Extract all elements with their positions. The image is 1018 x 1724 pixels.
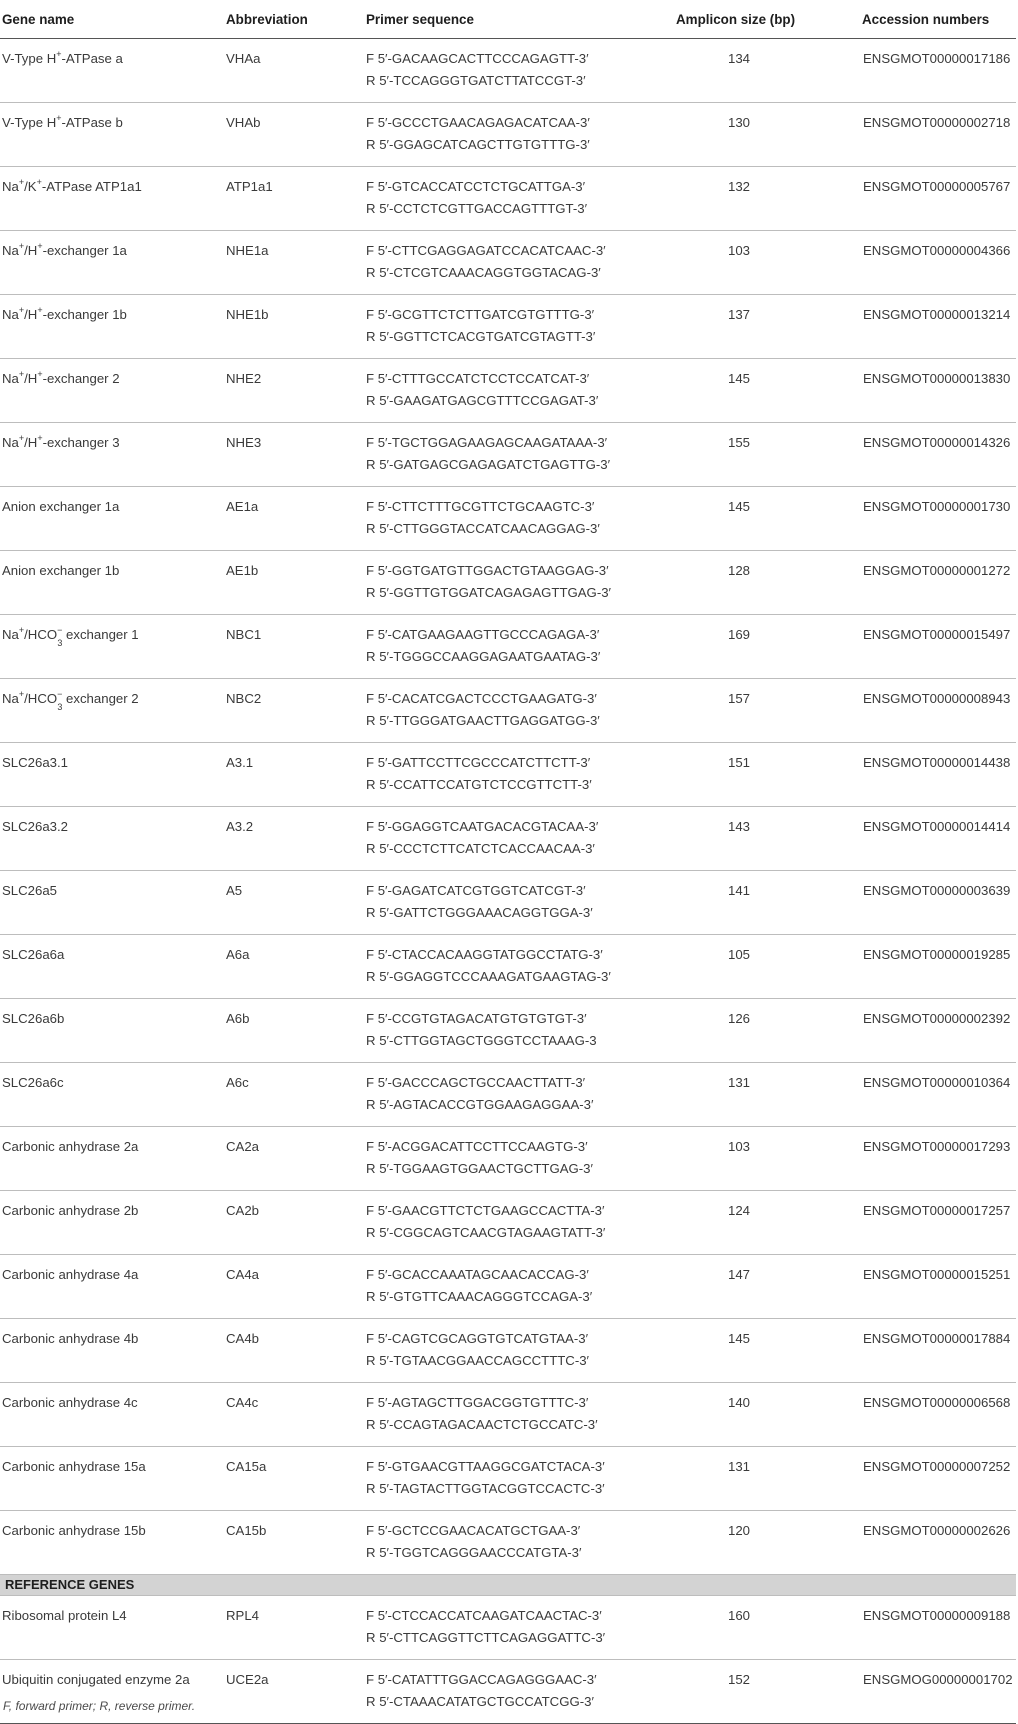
reverse-primer: R 5′-CTTGGGTACCATCAACAGGAG-3′ xyxy=(366,521,600,536)
forward-primer: F 5′-CCGTGTAGACATGTGTGTGT-3′ xyxy=(366,1011,587,1026)
table-footnote: F, forward primer; R, reverse primer. xyxy=(3,1699,196,1713)
amplicon-size-cell: 140 xyxy=(676,1383,858,1447)
primer-sequence-cell xyxy=(362,103,676,167)
abbreviation-cell: CA2a xyxy=(222,1127,362,1191)
abbreviation-cell: A3.1 xyxy=(222,743,362,807)
amplicon-size-cell: 132 xyxy=(676,167,858,231)
abbreviation-cell: VHAa xyxy=(222,39,362,103)
table-row xyxy=(0,807,1016,871)
primer-sequence-cell xyxy=(362,39,676,103)
table-row xyxy=(0,103,1016,167)
accession-number-cell: ENSGMOT00000017884 xyxy=(858,1319,1016,1383)
abbreviation-cell: CA15a xyxy=(222,1447,362,1511)
header-row xyxy=(0,0,1016,39)
abbreviation-cell: NHE3 xyxy=(222,423,362,487)
primer-sequence-cell xyxy=(362,1447,676,1511)
amplicon-size-cell: 155 xyxy=(676,423,858,487)
forward-primer: F 5′-CAGTCGCAGGTGTCATGTAA-3′ xyxy=(366,1331,589,1346)
forward-primer: F 5′-GGAGGTCAATGACACGTACAA-3′ xyxy=(366,819,599,834)
forward-primer: F 5′-GGTGATGTTGGACTGTAAGGAG-3′ xyxy=(366,563,609,578)
reverse-primer: R 5′-CCATTCCATGTCTCCGTTCTT-3′ xyxy=(366,777,592,792)
accession-number-cell: ENSGMOT00000009188 xyxy=(858,1596,1016,1660)
table-row xyxy=(0,1660,1016,1724)
amplicon-size-cell: 120 xyxy=(676,1511,858,1575)
primer-sequence-cell xyxy=(362,1596,676,1660)
gene-name-cell: Na+/K+-ATPase ATP1a1 xyxy=(0,167,222,231)
accession-number-cell: ENSGMOT00000002626 xyxy=(858,1511,1016,1575)
reverse-primer: R 5′-AGTACACCGTGGAAGAGGAA-3′ xyxy=(366,1097,594,1112)
primer-sequence-cell xyxy=(362,1660,676,1724)
gene-name-cell: $Na^+/HCO^-_3$ exchanger 1 xyxy=(0,615,222,679)
amplicon-size-cell: 103 xyxy=(676,231,858,295)
gene-name-cell: SLC26a3.1 xyxy=(0,743,222,807)
gene-name-cell: Ribosomal protein L4 xyxy=(0,1596,222,1660)
forward-primer: F 5′-CATGAAGAAGTTGCCCAGAGA-3′ xyxy=(366,627,600,642)
reverse-primer: R 5′-GTGTTCAAACAGGGTCCAGA-3′ xyxy=(366,1289,593,1304)
gene-name-cell: Carbonic anhydrase 4c xyxy=(0,1383,222,1447)
forward-primer: F 5′-CTCCACCATCAAGATCAACTAC-3′ xyxy=(366,1608,602,1623)
accession-number-cell: ENSGMOT00000014414 xyxy=(858,807,1016,871)
abbreviation-cell: CA15b xyxy=(222,1511,362,1575)
primer-sequence-cell xyxy=(362,679,676,743)
forward-primer: F 5′-CTTTGCCATCTCCTCCATCAT-3′ xyxy=(366,371,590,386)
table-row xyxy=(0,295,1016,359)
gene-name-cell: Anion exchanger 1a xyxy=(0,487,222,551)
primer-sequence-cell xyxy=(362,1383,676,1447)
gene-name-cell: Na+/H+-exchanger 1a xyxy=(0,231,222,295)
gene-name-cell: Na+/H+-exchanger 3 xyxy=(0,423,222,487)
accession-number-cell: ENSGMOG00000001702 xyxy=(858,1660,1016,1724)
gene-name-cell: Carbonic anhydrase 15b xyxy=(0,1511,222,1575)
amplicon-size-cell: 130 xyxy=(676,103,858,167)
accession-number-cell: ENSGMOT00000001272 xyxy=(858,551,1016,615)
gene-name-cell: SLC26a6a xyxy=(0,935,222,999)
primer-sequence-cell xyxy=(362,1191,676,1255)
table-header xyxy=(0,0,1016,39)
accession-number-cell: ENSGMOT00000001730 xyxy=(858,487,1016,551)
amplicon-size-cell: 157 xyxy=(676,679,858,743)
amplicon-size-cell: 141 xyxy=(676,871,858,935)
reverse-primer: R 5′-GGTTGTGGATCAGAGAGTTGAG-3′ xyxy=(366,585,612,600)
accession-number-cell: ENSGMOT00000005767 xyxy=(858,167,1016,231)
accession-number-cell: ENSGMOT00000007252 xyxy=(858,1447,1016,1511)
gene-name-cell: Na+/H+-exchanger 2 xyxy=(0,359,222,423)
abbreviation-cell: UCE2a xyxy=(222,1660,362,1724)
accession-number-cell: ENSGMOT00000003639 xyxy=(858,871,1016,935)
primer-sequence-cell xyxy=(362,167,676,231)
abbreviation-cell: A6c xyxy=(222,1063,362,1127)
gene-name-cell: V-Type H+-ATPase b xyxy=(0,103,222,167)
header-accession-numbers: Accession numbers xyxy=(858,0,1016,39)
accession-number-cell: ENSGMOT00000013830 xyxy=(858,359,1016,423)
gene-name-cell: Na+/H+-exchanger 1b xyxy=(0,295,222,359)
primer-sequence-cell xyxy=(362,743,676,807)
table-row xyxy=(0,1447,1016,1511)
primer-sequence-cell xyxy=(362,231,676,295)
gene-name-cell: SLC26a5 xyxy=(0,871,222,935)
reverse-primer: R 5′-GGAGCATCAGCTTGTGTTTG-3′ xyxy=(366,137,590,152)
table-row xyxy=(0,1063,1016,1127)
table-row xyxy=(0,871,1016,935)
table-row xyxy=(0,551,1016,615)
amplicon-size-cell: 147 xyxy=(676,1255,858,1319)
accession-number-cell: ENSGMOT00000015497 xyxy=(858,615,1016,679)
amplicon-size-cell: 128 xyxy=(676,551,858,615)
primer-sequence-cell xyxy=(362,871,676,935)
abbreviation-cell: A3.2 xyxy=(222,807,362,871)
table-row xyxy=(0,999,1016,1063)
gene-name-cell: Carbonic anhydrase 4a xyxy=(0,1255,222,1319)
abbreviation-cell: CA4c xyxy=(222,1383,362,1447)
amplicon-size-cell: 143 xyxy=(676,807,858,871)
forward-primer: F 5′-GACAAGCACTTCCCAGAGTT-3′ xyxy=(366,51,589,66)
abbreviation-cell: NBC2 xyxy=(222,679,362,743)
gene-name-cell: Carbonic anhydrase 4b xyxy=(0,1319,222,1383)
gene-name-cell: Ubiquitin conjugated enzyme 2a xyxy=(0,1660,222,1724)
forward-primer: F 5′-GCTCCGAACACATGCTGAA-3′ xyxy=(366,1523,581,1538)
forward-primer: F 5′-ACGGACATTCCTTCCAAGTG-3′ xyxy=(366,1139,588,1154)
reverse-primer: R 5′-CTTCAGGTTCTTCAGAGGATTC-3′ xyxy=(366,1630,606,1645)
primer-sequence-cell xyxy=(362,807,676,871)
forward-primer: F 5′-GCCCTGAACAGAGACATCAA-3′ xyxy=(366,115,590,130)
section-row-reference-genes xyxy=(0,1575,1016,1596)
amplicon-size-cell: 169 xyxy=(676,615,858,679)
primer-sequence-cell xyxy=(362,551,676,615)
header-gene-name: Gene name xyxy=(0,0,222,39)
table-row xyxy=(0,1127,1016,1191)
forward-primer: F 5′-GTCACCATCCTCTGCATTGA-3′ xyxy=(366,179,586,194)
header-abbreviation: Abbreviation xyxy=(222,0,362,39)
forward-primer: F 5′-GTGAACGTTAAGGCGATCTACA-3′ xyxy=(366,1459,605,1474)
reverse-primer: R 5′-TAGTACTTGGTACGGTCCACTC-3′ xyxy=(366,1481,605,1496)
reverse-primer: R 5′-TGGGCCAAGGAGAATGAATAG-3′ xyxy=(366,649,601,664)
reverse-primer: R 5′-GGAGGTCCCAAAGATGAAGTAG-3′ xyxy=(366,969,611,984)
gene-name-cell: Carbonic anhydrase 2b xyxy=(0,1191,222,1255)
table-row xyxy=(0,679,1016,743)
primer-sequence-cell xyxy=(362,1255,676,1319)
abbreviation-cell: A6a xyxy=(222,935,362,999)
table-body xyxy=(0,39,1016,1724)
table-row xyxy=(0,1319,1016,1383)
primer-sequence-cell xyxy=(362,999,676,1063)
table-row xyxy=(0,1255,1016,1319)
primer-sequence-cell xyxy=(362,1511,676,1575)
accession-number-cell: ENSGMOT00000014326 xyxy=(858,423,1016,487)
amplicon-size-cell: 145 xyxy=(676,359,858,423)
reverse-primer: R 5′-TGGAAGTGGAACTGCTTGAG-3′ xyxy=(366,1161,593,1176)
gene-name-cell: Anion exchanger 1b xyxy=(0,551,222,615)
section-label: REFERENCE GENES xyxy=(0,1575,1016,1596)
primer-sequence-cell xyxy=(362,615,676,679)
reverse-primer: R 5′-CTAAACATATGCTGCCATCGG-3′ xyxy=(366,1694,594,1709)
reverse-primer: R 5′-TCCAGGGTGATCTTATCCGT-3′ xyxy=(366,73,586,88)
forward-primer: F 5′-CTTCGAGGAGATCCACATCAAC-3′ xyxy=(366,243,606,258)
primer-sequence-cell xyxy=(362,423,676,487)
table-row xyxy=(0,231,1016,295)
accession-number-cell: ENSGMOT00000002392 xyxy=(858,999,1016,1063)
amplicon-size-cell: 126 xyxy=(676,999,858,1063)
gene-name-cell: $Na^+/HCO^-_3$ exchanger 2 xyxy=(0,679,222,743)
abbreviation-cell: CA2b xyxy=(222,1191,362,1255)
amplicon-size-cell: 145 xyxy=(676,1319,858,1383)
amplicon-size-cell: 131 xyxy=(676,1063,858,1127)
abbreviation-cell: AE1a xyxy=(222,487,362,551)
forward-primer: F 5′-TGCTGGAGAAGAGCAAGATAAA-3′ xyxy=(366,435,608,450)
gene-name-cell: Carbonic anhydrase 2a xyxy=(0,1127,222,1191)
amplicon-size-cell: 152 xyxy=(676,1660,858,1724)
abbreviation-cell: AE1b xyxy=(222,551,362,615)
forward-primer: F 5′-GAACGTTCTCTGAAGCCACTTA-3′ xyxy=(366,1203,605,1218)
primer-sequence-cell xyxy=(362,935,676,999)
table-row xyxy=(0,1511,1016,1575)
forward-primer: F 5′-CATATTTGGACCAGAGGGAAC-3′ xyxy=(366,1672,597,1687)
forward-primer: F 5′-GACCCAGCTGCCAACTTATT-3′ xyxy=(366,1075,586,1090)
gene-name-cell: V-Type H+-ATPase a xyxy=(0,39,222,103)
reverse-primer: R 5′-CGGCAGTCAACGTAGAAGTATT-3′ xyxy=(366,1225,606,1240)
reverse-primer: R 5′-CCAGTAGACAACTCTGCCATC-3′ xyxy=(366,1417,598,1432)
abbreviation-cell: CA4b xyxy=(222,1319,362,1383)
primer-sequence-cell xyxy=(362,1127,676,1191)
table-row xyxy=(0,39,1016,103)
gene-name-cell: SLC26a3.2 xyxy=(0,807,222,871)
forward-primer: F 5′-CTTCTTTGCGTTCTGCAAGTC-3′ xyxy=(366,499,595,514)
reverse-primer: R 5′-CCTCTCGTTGACCAGTTTGT-3′ xyxy=(366,201,588,216)
forward-primer: F 5′-CTACCACAAGGTATGGCCTATG-3′ xyxy=(366,947,603,962)
accession-number-cell: ENSGMOT00000002718 xyxy=(858,103,1016,167)
accession-number-cell: ENSGMOT00000014438 xyxy=(858,743,1016,807)
gene-name-cell: SLC26a6c xyxy=(0,1063,222,1127)
gene-name-cell: SLC26a6b xyxy=(0,999,222,1063)
accession-number-cell: ENSGMOT00000015251 xyxy=(858,1255,1016,1319)
header-amplicon-size: Amplicon size (bp) xyxy=(676,0,858,39)
table-row xyxy=(0,423,1016,487)
accession-number-cell: ENSGMOT00000004366 xyxy=(858,231,1016,295)
primer-sequence-cell xyxy=(362,1063,676,1127)
table-row xyxy=(0,743,1016,807)
accession-number-cell: ENSGMOT00000006568 xyxy=(858,1383,1016,1447)
abbreviation-cell: VHAb xyxy=(222,103,362,167)
primer-sequence-cell xyxy=(362,487,676,551)
amplicon-size-cell: 105 xyxy=(676,935,858,999)
abbreviation-cell: NBC1 xyxy=(222,615,362,679)
abbreviation-cell: A6b xyxy=(222,999,362,1063)
reverse-primer: R 5′-TTGGGATGAACTTGAGGATGG-3′ xyxy=(366,713,600,728)
table-row xyxy=(0,1383,1016,1447)
accession-number-cell: ENSGMOT00000017293 xyxy=(858,1127,1016,1191)
amplicon-size-cell: 151 xyxy=(676,743,858,807)
amplicon-size-cell: 160 xyxy=(676,1596,858,1660)
abbreviation-cell: ATP1a1 xyxy=(222,167,362,231)
table-row xyxy=(0,935,1016,999)
accession-number-cell: ENSGMOT00000017186 xyxy=(858,39,1016,103)
accession-number-cell: ENSGMOT00000010364 xyxy=(858,1063,1016,1127)
forward-primer: F 5′-AGTAGCTTGGACGGTGTTTC-3′ xyxy=(366,1395,589,1410)
primer-sequence-cell xyxy=(362,1319,676,1383)
reverse-primer: R 5′-GGTTCTCACGTGATCGTAGTT-3′ xyxy=(366,329,596,344)
table-row xyxy=(0,1596,1016,1660)
reverse-primer: R 5′-CTCGTCAAACAGGTGGTACAG-3′ xyxy=(366,265,601,280)
reverse-primer: R 5′-CCCTCTTCATCTCACCAACAA-3′ xyxy=(366,841,595,856)
header-primer-sequence: Primer sequence xyxy=(362,0,676,39)
gene-name-cell: Carbonic anhydrase 15a xyxy=(0,1447,222,1511)
forward-primer: F 5′-GAGATCATCGTGGTCATCGT-3′ xyxy=(366,883,586,898)
amplicon-size-cell: 103 xyxy=(676,1127,858,1191)
amplicon-size-cell: 134 xyxy=(676,39,858,103)
reverse-primer: R 5′-GATGAGCGAGAGATCTGAGTTG-3′ xyxy=(366,457,611,472)
amplicon-size-cell: 137 xyxy=(676,295,858,359)
table-row xyxy=(0,615,1016,679)
forward-primer: F 5′-GATTCCTTCGCCCATCTTCTT-3′ xyxy=(366,755,591,770)
accession-number-cell: ENSGMOT00000019285 xyxy=(858,935,1016,999)
abbreviation-cell: RPL4 xyxy=(222,1596,362,1660)
forward-primer: F 5′-GCGTTCTCTTGATCGTGTTTG-3′ xyxy=(366,307,595,322)
table-row xyxy=(0,487,1016,551)
primer-sequence-cell xyxy=(362,295,676,359)
reverse-primer: R 5′-GATTCTGGGAAACAGGTGGA-3′ xyxy=(366,905,593,920)
forward-primer: F 5′-GCACCAAATAGCAACACCAG-3′ xyxy=(366,1267,589,1282)
reverse-primer: R 5′-TGGTCAGGGAACCCATGTA-3′ xyxy=(366,1545,582,1560)
abbreviation-cell: NHE2 xyxy=(222,359,362,423)
accession-number-cell: ENSGMOT00000017257 xyxy=(858,1191,1016,1255)
abbreviation-cell: NHE1a xyxy=(222,231,362,295)
reverse-primer: R 5′-GAAGATGAGCGTTTCCGAGAT-3′ xyxy=(366,393,599,408)
abbreviation-cell: NHE1b xyxy=(222,295,362,359)
table-row xyxy=(0,1191,1016,1255)
amplicon-size-cell: 145 xyxy=(676,487,858,551)
reverse-primer: R 5′-CTTGGTAGCTGGGTCCTAAAG-3 xyxy=(366,1033,597,1048)
accession-number-cell: ENSGMOT00000013214 xyxy=(858,295,1016,359)
abbreviation-cell: A5 xyxy=(222,871,362,935)
primer-sequence-cell xyxy=(362,359,676,423)
reverse-primer: R 5′-TGTAACGGAACCAGCCTTTC-3′ xyxy=(366,1353,590,1368)
amplicon-size-cell: 131 xyxy=(676,1447,858,1511)
forward-primer: F 5′-CACATCGACTCCCTGAAGATG-3′ xyxy=(366,691,597,706)
table-row xyxy=(0,167,1016,231)
amplicon-size-cell: 124 xyxy=(676,1191,858,1255)
accession-number-cell: ENSGMOT00000008943 xyxy=(858,679,1016,743)
table-row xyxy=(0,359,1016,423)
abbreviation-cell: CA4a xyxy=(222,1255,362,1319)
